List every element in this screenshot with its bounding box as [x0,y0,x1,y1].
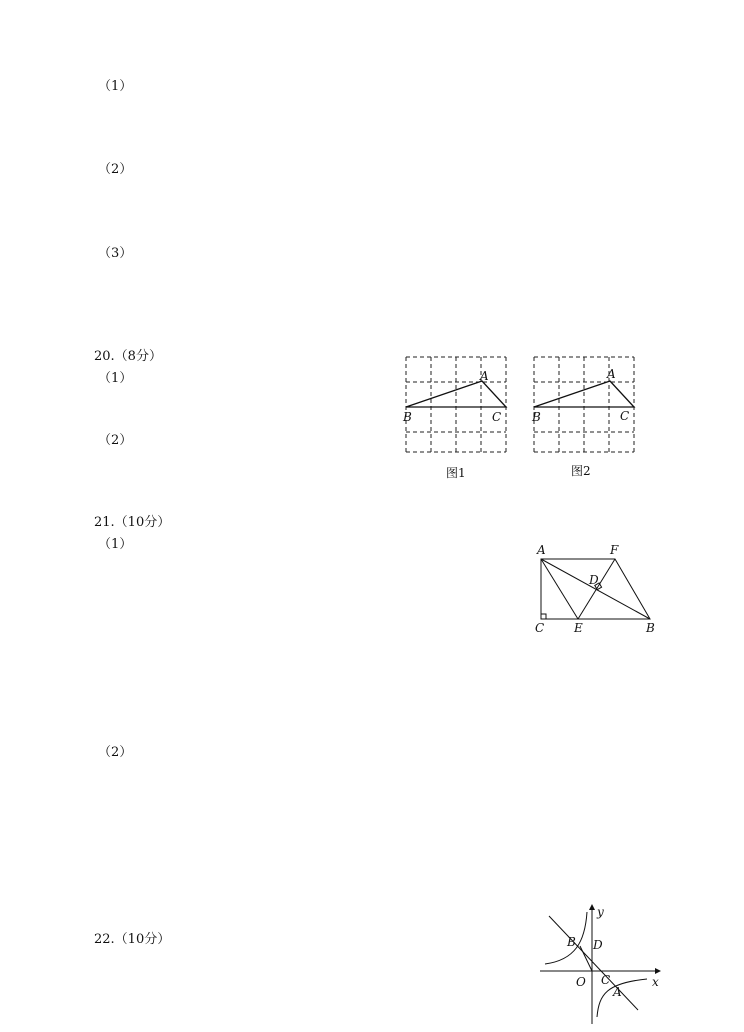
fig1-caption: 图1 [446,466,466,480]
fig2-label-c: C [620,409,630,423]
q22-label-x: x [652,975,659,989]
q22-label-c: C [601,973,611,987]
q21-label-c: C [535,621,545,635]
q22-label-b: B [567,935,576,949]
fig1-label-c: C [492,410,502,424]
q20-part-2-label: （2） [98,433,133,448]
q22-label-d: D [593,938,603,952]
part-1-label: （1） [98,79,133,94]
q21-figure [530,542,660,637]
q22-label-a: A [613,985,622,999]
q21-label-b: B [646,621,655,635]
q21-label-d: D [589,573,599,587]
fig1-label-b: B [403,410,412,424]
q21-label-a: A [537,543,546,557]
q20-part-1-label: （1） [98,371,133,386]
fig2-caption: 图2 [571,464,591,478]
part-2-label: （2） [98,162,133,177]
part-3-label: （3） [98,246,133,261]
q22-label-o: O [576,975,586,989]
q21-label-e: E [574,621,583,635]
q21-part-1-label: （1） [98,537,133,552]
q22-figure [535,902,665,1027]
fig2-label-b: B [532,410,541,424]
q20-figure-2 [528,352,638,457]
q21-label-f: F [610,543,619,557]
fig2-label-a: A [607,367,616,381]
q22-label-y: y [597,905,604,919]
fig1-label-a: A [480,369,489,383]
q22-heading: 22.（10分） [94,932,171,947]
q21-heading: 21.（10分） [94,515,171,530]
q20-heading: 20.（8分） [94,349,162,364]
q20-figure-1 [400,352,510,457]
q21-part-2-label: （2） [98,745,133,760]
